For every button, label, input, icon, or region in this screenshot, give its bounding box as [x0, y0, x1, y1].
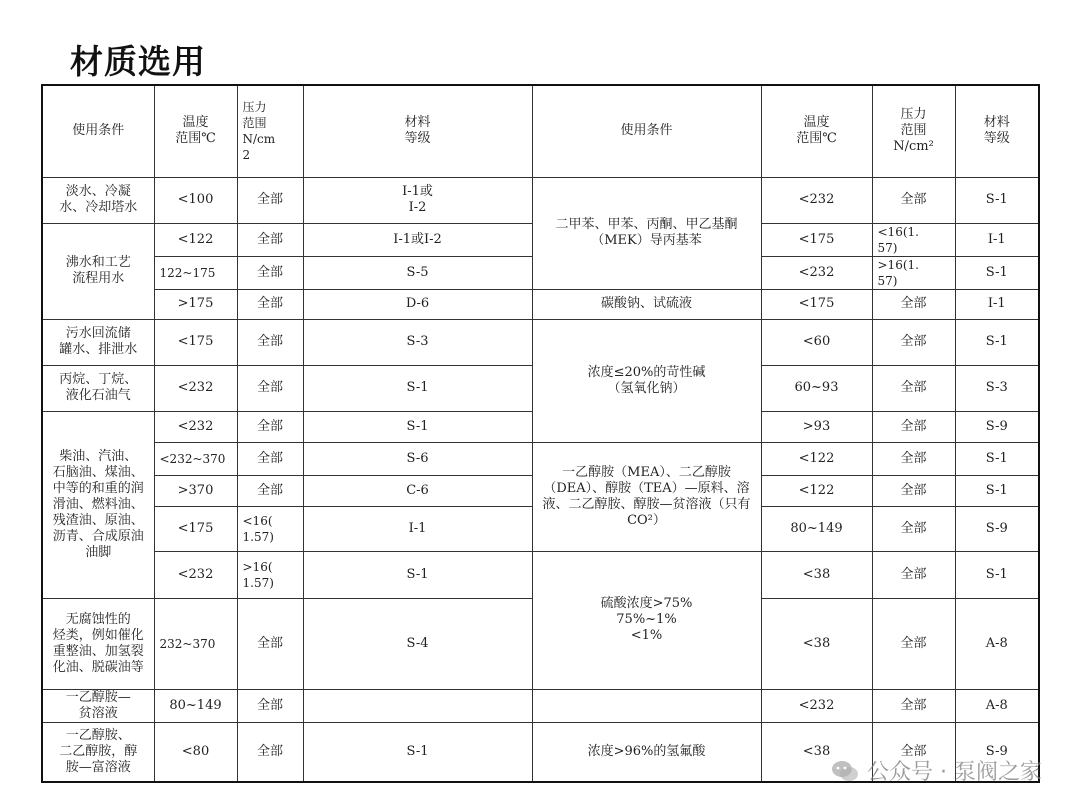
temperature-cell-right: <38 [761, 551, 872, 598]
temperature-cell-right: >93 [761, 411, 872, 442]
temperature-cell: 232~370 [154, 598, 237, 689]
condition-cell-right: 硫酸浓度>75% 75%~1% <1% [532, 551, 761, 689]
temperature-cell-right: <38 [761, 722, 872, 782]
table-row [42, 689, 1039, 722]
condition-cell-right: 一乙醇胺（MEA）、二乙醇胺 （DEA）、醇胺（TEA）—原料、溶 液、二乙醇胺、醇胺—贫溶液（只有 CO²） [532, 442, 761, 551]
condition-cell: 丙烷、丁烷、 液化石油气 [42, 365, 154, 411]
pressure-cell: 全部 [237, 289, 303, 319]
header-temperature-right: 温度 范围℃ [761, 85, 872, 177]
pressure-cell-right: 全部 [872, 442, 955, 475]
material-cell-right: S-1 [955, 475, 1039, 506]
condition-cell: 沸水和工艺 流程用水 [42, 223, 154, 319]
condition-cell: 一乙醇胺— 贫溶液 [42, 689, 154, 722]
pressure-cell-right: 全部 [872, 475, 955, 506]
material-cell-right: A-8 [955, 598, 1039, 689]
pressure-cell: 全部 [237, 722, 303, 782]
condition-cell: 无腐蚀性的 烃类，例如催化 重整油、加氢裂 化油、脱碳油等 [42, 598, 154, 689]
material-cell-right: S-1 [955, 177, 1039, 223]
material-cell: S-3 [303, 319, 532, 365]
material-cell-right: S-9 [955, 506, 1039, 551]
pressure-cell: 全部 [237, 411, 303, 442]
temperature-cell-right: <122 [761, 442, 872, 475]
condition-cell-right: 碳酸钠、试硫液 [532, 289, 761, 319]
material-cell: I-1或 I-2 [303, 177, 532, 223]
page-title: 材质选用 [70, 42, 206, 81]
temperature-cell: >175 [154, 289, 237, 319]
pressure-cell-right: 全部 [872, 365, 955, 411]
pressure-cell: 全部 [237, 256, 303, 289]
pressure-cell: 全部 [237, 319, 303, 365]
pressure-cell: 全部 [237, 598, 303, 689]
temperature-cell-right: <232 [761, 177, 872, 223]
pressure-cell-right: 全部 [872, 289, 955, 319]
material-cell-right: S-9 [955, 411, 1039, 442]
pressure-cell-right: 全部 [872, 411, 955, 442]
table-row [42, 177, 1039, 223]
pressure-cell-right: 全部 [872, 551, 955, 598]
condition-cell: 一乙醇胺、 二乙醇胺，醇 胺—富溶液 [42, 722, 154, 782]
material-cell-right: I-1 [955, 223, 1039, 256]
header-condition-right: 使用条件 [532, 85, 761, 177]
material-cell-right: A-8 [955, 689, 1039, 722]
pressure-cell-right: 全部 [872, 598, 955, 689]
material-cell: S-1 [303, 411, 532, 442]
material-cell: S-1 [303, 722, 532, 782]
temperature-cell: <232 [154, 365, 237, 411]
temperature-cell: <100 [154, 177, 237, 223]
table-row [42, 319, 1039, 365]
material-cell: S-1 [303, 551, 532, 598]
material-cell-right: S-1 [955, 442, 1039, 475]
material-cell: S-4 [303, 598, 532, 689]
watermark [831, 755, 1042, 786]
temperature-cell: 80~149 [154, 689, 237, 722]
condition-cell-right: 浓度≤20%的苛性碱 （氢氧化钠） [532, 319, 761, 442]
header-material-grade: 材料 等级 [303, 85, 532, 177]
pressure-cell: 全部 [237, 689, 303, 722]
material-cell [303, 689, 532, 722]
pressure-cell: 全部 [237, 442, 303, 475]
material-cell: S-1 [303, 365, 532, 411]
material-cell: I-1或I-2 [303, 223, 532, 256]
condition-cell: 淡水、冷凝 水、冷却塔水 [42, 177, 154, 223]
pressure-cell-right: <16(1. 57) [872, 223, 955, 256]
material-cell-right: I-1 [955, 289, 1039, 319]
material-cell: I-1 [303, 506, 532, 551]
table-row [42, 442, 1039, 475]
material-cell-right: S-3 [955, 365, 1039, 411]
header-material-grade-right: 材料 等级 [955, 85, 1039, 177]
pressure-cell: <16( 1.57) [237, 506, 303, 551]
pressure-cell: 全部 [237, 475, 303, 506]
temperature-cell: <175 [154, 319, 237, 365]
temperature-cell: <232 [154, 411, 237, 442]
material-selection-table [41, 84, 1040, 783]
temperature-cell-right: 60~93 [761, 365, 872, 411]
temperature-cell: 122~175 [154, 256, 237, 289]
temperature-cell: <80 [154, 722, 237, 782]
header-pressure: 压力 范围 N/cm 2 [237, 85, 303, 177]
condition-cell-right [532, 689, 761, 722]
temperature-cell-right: <175 [761, 223, 872, 256]
material-cell-right: S-9 [955, 722, 1039, 782]
temperature-cell: <232 [154, 551, 237, 598]
material-cell: D-6 [303, 289, 532, 319]
wechat-icon [831, 760, 859, 782]
condition-cell-right: 二甲苯、甲苯、丙酮、甲乙基酮 （MEK）导丙基苯 [532, 177, 761, 289]
temperature-cell-right: <232 [761, 256, 872, 289]
pressure-cell-right: 全部 [872, 177, 955, 223]
pressure-cell: 全部 [237, 365, 303, 411]
table-row [42, 551, 1039, 598]
temperature-cell: <122 [154, 223, 237, 256]
temperature-cell: >370 [154, 475, 237, 506]
pressure-cell-right: >16(1. 57) [872, 256, 955, 289]
pressure-cell-right: 全部 [872, 689, 955, 722]
condition-cell: 柴油、汽油、 石脑油、煤油、 中等的和重的润 滑油、燃料油、 残渣油、原油、 沥青、合成原油 油脚 [42, 411, 154, 598]
temperature-cell-right: <60 [761, 319, 872, 365]
pressure-cell-right: 全部 [872, 506, 955, 551]
pressure-cell-right: 全部 [872, 722, 955, 782]
temperature-cell-right: <122 [761, 475, 872, 506]
temperature-cell-right: 80~149 [761, 506, 872, 551]
temperature-cell-right: <175 [761, 289, 872, 319]
pressure-cell-right: 全部 [872, 319, 955, 365]
temperature-cell: <232~370 [154, 442, 237, 475]
material-cell: S-5 [303, 256, 532, 289]
header-row [42, 85, 1039, 177]
material-cell-right: S-1 [955, 551, 1039, 598]
pressure-cell: 全部 [237, 177, 303, 223]
material-cell: S-6 [303, 442, 532, 475]
material-cell-right: S-1 [955, 319, 1039, 365]
temperature-cell-right: <232 [761, 689, 872, 722]
pressure-cell: >16( 1.57) [237, 551, 303, 598]
watermark-text: 公众号 · 泵阀之家 [867, 760, 1042, 785]
table-row [42, 289, 1039, 319]
temperature-cell-right: <38 [761, 598, 872, 689]
condition-cell-right: 浓度>96%的氢氟酸 [532, 722, 761, 782]
header-condition: 使用条件 [42, 85, 154, 177]
material-cell-right: S-1 [955, 256, 1039, 289]
pressure-cell: 全部 [237, 223, 303, 256]
header-temperature: 温度 范围℃ [154, 85, 237, 177]
header-pressure-right: 压力 范围 N/cm² [872, 85, 955, 177]
material-cell: C-6 [303, 475, 532, 506]
temperature-cell: <175 [154, 506, 237, 551]
condition-cell: 污水回流储 罐水、排泄水 [42, 319, 154, 365]
